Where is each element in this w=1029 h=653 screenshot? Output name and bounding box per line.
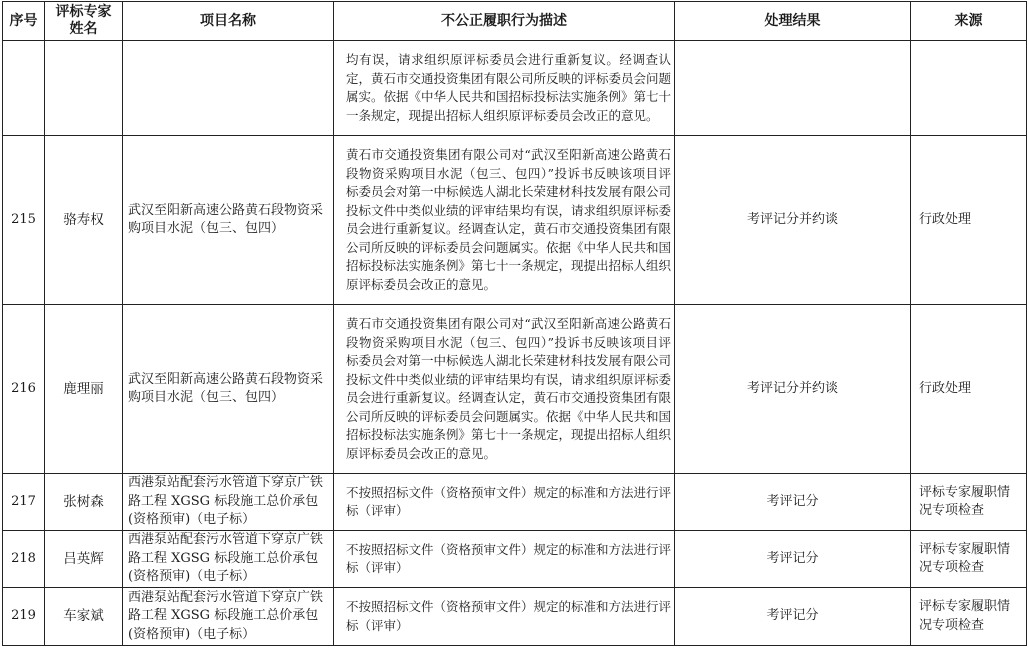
cell-expert-name: 车家斌: [45, 588, 123, 646]
cell-result: 考评记分: [675, 474, 911, 531]
table-row: [3, 305, 1027, 474]
cell-source: 行政处理: [911, 305, 1027, 474]
cell-expert-name: [45, 41, 123, 136]
cell-result: 考评记分: [675, 531, 911, 588]
cell-expert-name: 吕英辉: [45, 531, 123, 588]
header-result: 处理结果: [675, 2, 911, 41]
cell-behavior-description: 黄石市交通投资集团有限公司对“武汉至阳新高速公路黄石段物资采购项目水泥（包三、包四）”投诉书反映该项目评标委员会对第一中标候选人湖北长荣建材科技发展有限公司投标文件中类似业绩的评审结果均有误，请求组织原评标委员会进行重新复议。经调查认定，黄石市交通投资集团有限公司所反映的评标委员会问题属实。依据《中华人民共和国招标投标法实施条例》第七十一条规定，现提出招标人组织原评标委员会改正的意见。: [334, 136, 675, 305]
cell-seq: 219: [3, 588, 45, 646]
cell-behavior-description: 不按照招标文件（资格预审文件）规定的标准和方法进行评标（评审）: [334, 531, 675, 588]
cell-expert-name: 骆寿权: [45, 136, 123, 305]
header-seq: 序号: [3, 2, 45, 41]
cell-behavior-description: 黄石市交通投资集团有限公司对“武汉至阳新高速公路黄石段物资采购项目水泥（包三、包四）”投诉书反映该项目评标委员会对第一中标候选人湖北长荣建材科技发展有限公司投标文件中类似业绩的评审结果均有误，请求组织原评标委员会进行重新复议。经调查认定，黄石市交通投资集团有限公司所反映的评标委员会问题属实。依据《中华人民共和国招标投标法实施条例》第七十一条规定，现提出招标人组织原评标委员会改正的意见。: [334, 305, 675, 474]
cell-behavior-description: 不按照招标文件（资格预审文件）规定的标准和方法进行评标（评审）: [334, 588, 675, 646]
cell-project-name: 西港泵站配套污水管道下穿京广铁路工程 XGSG 标段施工总价承包(资格预审)（电子标）: [123, 531, 334, 588]
cell-source: 评标专家履职情况专项检查: [911, 474, 1027, 531]
cell-project-name: 西港泵站配套污水管道下穿京广铁路工程 XGSG 标段施工总价承包(资格预审)（电子标）: [123, 588, 334, 646]
cell-project-name: 武汉至阳新高速公路黄石段物资采购项目水泥（包三、包四）: [123, 136, 334, 305]
cell-source: 评标专家履职情况专项检查: [911, 531, 1027, 588]
table-row: [3, 41, 1027, 136]
header-project-name: 项目名称: [123, 2, 334, 41]
cell-project-name: 西港泵站配套污水管道下穿京广铁路工程 XGSG 标段施工总价承包(资格预审)（电子标）: [123, 474, 334, 531]
cell-expert-name: 鹿理丽: [45, 305, 123, 474]
cell-project-name: 武汉至阳新高速公路黄石段物资采购项目水泥（包三、包四）: [123, 305, 334, 474]
cell-result: [675, 41, 911, 136]
cell-seq: [3, 41, 45, 136]
cell-behavior-description: 均有误，请求组织原评标委员会进行重新复议。经调查认定，黄石市交通投资集团有限公司所反映的评标委员会问题属实。依据《中华人民共和国招标投标法实施条例》第七十一条规定，现提出招标人组织原评标委员会改正的意见。: [334, 41, 675, 136]
expert-penalty-table: [2, 1, 1027, 646]
table-row: [3, 136, 1027, 305]
cell-seq: 217: [3, 474, 45, 531]
cell-project-name: [123, 41, 334, 136]
header-expert-name: 评标专家姓名: [45, 2, 123, 41]
header-row: [3, 2, 1027, 41]
cell-source: [911, 41, 1027, 136]
table-row: [3, 588, 1027, 646]
table-row: [3, 474, 1027, 531]
penalty-table-page: [2, 1, 1027, 646]
header-source: 来源: [911, 2, 1027, 41]
table-row: [3, 531, 1027, 588]
cell-source: 评标专家履职情况专项检查: [911, 588, 1027, 646]
cell-seq: 215: [3, 136, 45, 305]
cell-expert-name: 张树森: [45, 474, 123, 531]
header-behavior-description: 不公正履职行为描述: [334, 2, 675, 41]
cell-source: 行政处理: [911, 136, 1027, 305]
cell-seq: 218: [3, 531, 45, 588]
cell-result: 考评记分并约谈: [675, 305, 911, 474]
cell-result: 考评记分并约谈: [675, 136, 911, 305]
cell-seq: 216: [3, 305, 45, 474]
cell-result: 考评记分: [675, 588, 911, 646]
cell-behavior-description: 不按照招标文件（资格预审文件）规定的标准和方法进行评标（评审）: [334, 474, 675, 531]
